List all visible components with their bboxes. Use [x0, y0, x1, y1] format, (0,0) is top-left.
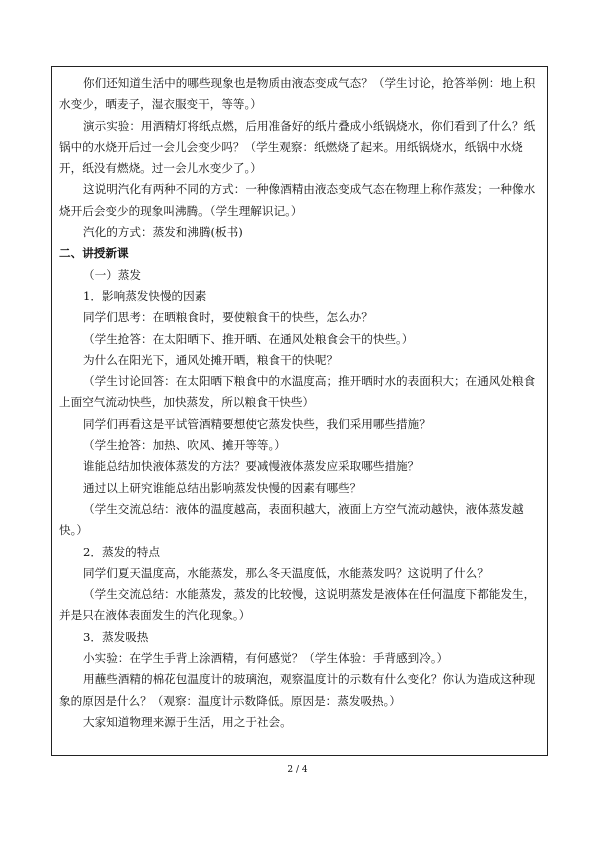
- paragraph: 通过以上研究谁能总结出影响蒸发快慢的因素有哪些？: [83, 480, 362, 495]
- content-frame: [51, 66, 548, 756]
- paragraph: 同学们再看这是平试管酒精要想使它蒸发快些，我们采用哪些措施？: [83, 416, 431, 431]
- section-heading: 二、讲授新课: [59, 246, 129, 261]
- paragraph: 小实验：在学生手背上涂酒精，有何感觉？（学生体验：手背感到冷。）: [83, 651, 449, 666]
- paragraph: （学生抢答：在太阳晒下、推开晒、在通风处粮食会干的快些。）: [83, 331, 414, 346]
- paragraph: 你们还知道生活中的哪些现象也是物质由液态变成气态？（学生讨论，抢答举例：地上积水变少，晒麦子，湿衣服变干，等等。）: [59, 76, 536, 112]
- body-text: [59, 73, 540, 733]
- paragraph: 用蘸些酒精的棉花包温度计的玻璃泡，观察温度计的示数有什么变化？你认为造成这种现象的原因是什么？（观察：温度计示数降低。原因是：蒸发吸热。）: [59, 672, 536, 708]
- page-number: 2 / 4: [287, 765, 308, 775]
- paragraph: 汽化的方式：蒸发和沸腾(板书): [83, 225, 243, 240]
- paragraph: 2．蒸发的特点: [83, 544, 160, 559]
- paragraph: （学生交流总结：水能蒸发，蒸发的比较慢，这说明蒸发是液体在任何温度下都能发生，并是只在液体表面发生的汽化现象。）: [59, 587, 536, 623]
- paragraph: 谁能总结加快液体蒸发的方法？要减慢液体蒸发应采取哪些措施？: [83, 459, 420, 474]
- paragraph: 同学们夏天温度高，水能蒸发，那么冬天温度低，水能蒸发吗？这说明了什么？: [83, 565, 489, 580]
- paragraph: （一）蒸发: [83, 267, 141, 282]
- paragraph: （学生讨论回答：在太阳晒下粮食中的水温度高；推开晒时水的表面积大；在通风处粮食上面空气流动快些，加快蒸发，所以粮食干快些）: [59, 374, 536, 410]
- paragraph: （学生交流总结：液体的温度越高，表面积越大，液面上方空气流动越快，液体蒸发越快。）: [59, 501, 524, 538]
- paragraph: 1．影响蒸发快慢的因素: [83, 288, 207, 303]
- paragraph: 为什么在阳光下，通风处摊开晒，粮食干的快呢？: [83, 352, 339, 367]
- paragraph: 这说明汽化有两种不同的方式：一种像酒精由液态变成气态在物理上称作蒸发；一种像水烧开后会变少的现象叫沸腾。（学生理解识记。）: [59, 182, 536, 218]
- paragraph: 大家知道物理来源于生活，用之于社会。: [83, 714, 292, 729]
- paragraph: 同学们思考：在晒粮食时，要使粮食干的快些，怎么办？: [83, 310, 373, 325]
- paragraph: 演示实验：用酒精灯将纸点燃，后用准备好的纸片叠成小纸锅烧水，你们看到了什么？纸锅中的水烧开后过一会儿会变少吗？（学生观察：纸燃烧了起来。用纸锅烧水，纸锅中水烧开，纸没有燃烧。过一会儿水变少了。）: [59, 118, 536, 176]
- paragraph: 3．蒸发吸热: [83, 629, 149, 644]
- paragraph: （学生抢答：加热、吹风、摊开等等。）: [83, 438, 286, 453]
